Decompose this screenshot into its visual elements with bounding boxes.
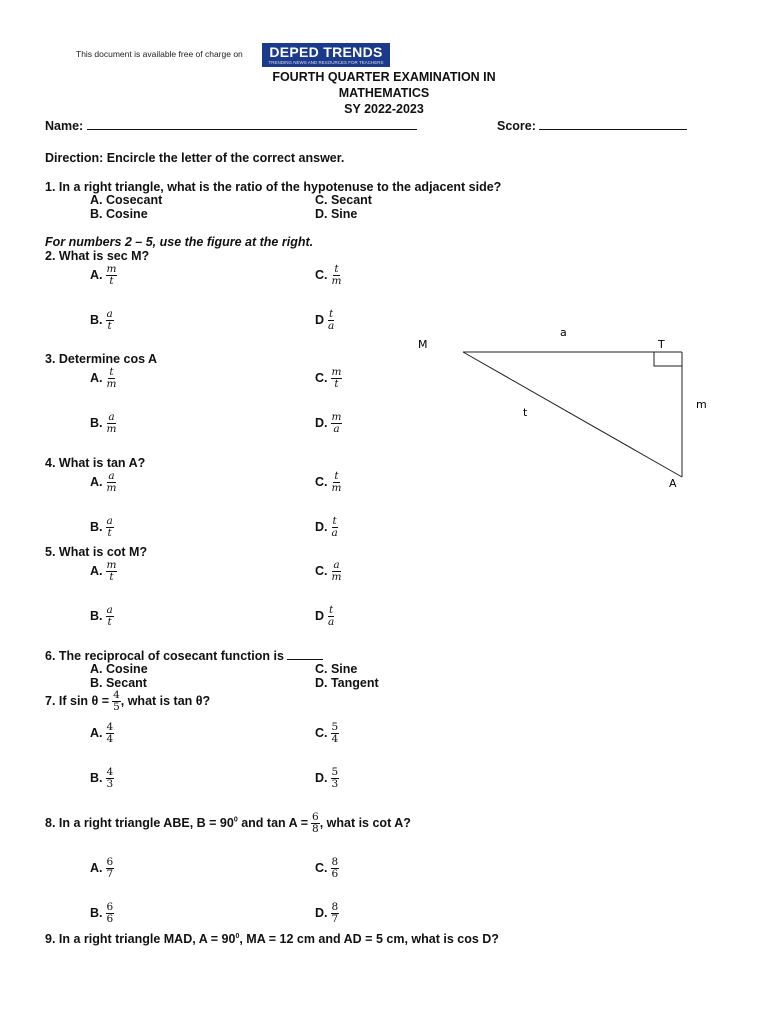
q2-option-c [315,264,342,287]
q4-c-fraction [331,471,343,494]
q6-answer-blank [287,649,323,660]
logo-text: DEPED TRENDS [269,44,383,60]
q7-d-letter: D. [315,770,328,785]
q6-option-a: A. Cosine [90,662,148,676]
name-field [45,119,417,133]
q3-a-fraction [106,367,118,390]
q8-a-fraction [106,857,115,880]
question-2-stem: 2. What is sec M? [45,249,150,263]
q5-b-denominator: t [107,616,112,628]
q2-option-a [90,264,117,287]
q7-d-fraction [331,767,340,790]
score-label: Score: [497,119,536,133]
q2-d-fraction [327,309,335,332]
q3-b-numerator: a [108,411,115,423]
side-m-label: m [696,398,707,411]
q4-a-fraction [106,471,118,494]
q8-option-a [90,857,114,880]
q3-c-letter: C. [315,370,328,385]
q5-d-letter: D [315,608,325,623]
question-3-stem: 3. Determine cos A [45,352,158,366]
q7-c-denominator: 4 [331,733,339,745]
q5-d-numerator: t [329,604,334,616]
q4-c-denominator: m [331,482,342,494]
q8-stem-numerator: 6 [312,811,319,823]
q3-b-letter: B. [90,415,103,430]
q7-stem-post: , what is tan θ? [120,693,211,708]
exam-title-line1: FOURTH QUARTER EXAMINATION IN [272,70,496,84]
q4-d-numerator: t [332,515,337,527]
q5-option-a [90,560,117,583]
q7-b-numerator: 4 [106,766,114,778]
q8-b-numerator: 6 [106,901,114,913]
q9-stem-pre: 9. In a right triangle MAD, A = 90 [45,932,236,946]
side-t-label: t [523,406,528,419]
score-field [497,119,687,133]
q8-d-letter: D. [315,905,328,920]
q8-stem-pre: 8. In a right triangle ABE, B = 90 [45,815,234,830]
exam-title-line3: SY 2022-2023 [344,102,424,116]
q8-c-numerator: 8 [331,856,339,868]
q4-a-denominator: m [106,482,117,494]
q5-a-numerator: m [106,559,117,571]
q2-c-fraction [331,264,343,287]
q4-b-numerator: a [106,515,113,527]
q7-c-fraction [331,722,340,745]
q8-option-b [90,902,114,925]
q3-a-numerator: t [109,366,114,378]
q1-option-d: D. Sine [315,207,358,221]
q3-d-letter: D. [315,415,328,430]
q2-d-letter: D [315,312,325,327]
question-6-stem [45,649,323,663]
q8-b-letter: B. [90,905,103,920]
right-angle-marker [654,352,682,366]
question-8-stem [45,812,411,835]
q7-b-fraction [106,767,115,790]
q2-b-denominator: t [107,320,112,332]
q2-b-fraction [106,309,114,332]
q7-c-numerator: 5 [331,721,339,733]
q7-option-a [90,722,114,745]
q3-d-denominator: a [333,423,340,435]
q3-option-c [315,367,342,390]
q3-d-numerator: m [331,411,342,423]
q5-option-d [315,605,335,628]
exam-title-line2: MATHEMATICS [338,86,430,100]
q7-c-letter: C. [315,725,328,740]
q2-a-letter: A. [90,267,103,282]
q3-b-fraction [106,412,118,435]
q7-option-c [315,722,339,745]
q2-c-letter: C. [315,267,328,282]
q8-c-denominator: 6 [331,868,339,880]
q4-option-b [90,516,114,539]
q2-b-numerator: a [106,308,113,320]
q5-a-denominator: t [109,571,114,583]
q7-a-denominator: 4 [106,733,114,745]
q5-c-denominator: m [331,571,342,583]
q8-c-fraction [331,857,340,880]
q2-option-b [90,309,114,332]
logo-tagline: TRENDING NEWS AND RESOURCES FOR TEACHERS [268,60,384,65]
q7-a-fraction [106,722,115,745]
q4-option-c [315,471,342,494]
question-5-stem: 5. What is cot M? [45,545,148,559]
q5-c-fraction [331,560,343,583]
side-t-hypotenuse [463,352,682,477]
vertex-m-label: M [418,338,428,351]
q7-a-letter: A. [90,725,103,740]
q7-b-letter: B. [90,770,103,785]
q7-stem-numerator: 4 [113,689,120,701]
q5-b-numerator: a [106,604,113,616]
q2-a-denominator: t [109,275,114,287]
q4-b-fraction [106,516,114,539]
q2-c-denominator: m [331,275,342,287]
question-7-stem [45,690,210,713]
q4-option-a [90,471,117,494]
q7-stem-pre: 7. If sin θ = [45,693,110,708]
q8-stem-mid: and tan A = [237,815,308,830]
name-blank-line [87,119,417,130]
q8-d-numerator: 8 [331,901,339,913]
q7-stem-denominator: 5 [113,701,120,713]
q5-a-letter: A. [90,563,103,578]
q3-c-denominator: t [334,378,339,390]
q3-a-denominator: m [106,378,117,390]
q5-b-fraction [106,605,114,628]
q3-c-numerator: m [331,366,342,378]
q7-option-d [315,767,339,790]
q2-a-fraction [106,264,118,287]
q4-c-letter: C. [315,474,328,489]
q7-a-numerator: 4 [106,721,114,733]
q6-option-d: D. Tangent [315,676,379,690]
q3-option-a [90,367,117,390]
q8-option-c [315,857,339,880]
direction-text: Direction: Encircle the letter of the correct answer. [45,151,345,165]
q2-d-numerator: t [329,308,334,320]
right-triangle-figure [400,320,730,500]
q4-d-denominator: a [331,527,338,539]
q4-c-numerator: t [334,470,339,482]
q1-option-b: B. Cosine [90,207,148,221]
q3-a-letter: A. [90,370,103,385]
q6-option-c: C. Sine [315,662,358,676]
q2-b-letter: B. [90,312,103,327]
question-4-stem: 4. What is tan A? [45,456,146,470]
q8-a-numerator: 6 [106,856,114,868]
q8-b-fraction [106,902,115,925]
q2-c-numerator: t [334,263,339,275]
q6-stem-text: 6. The reciprocal of cosecant function is [45,649,284,663]
side-a-label: a [560,326,567,339]
q8-option-d [315,902,339,925]
q3-option-d [315,412,342,435]
q4-d-fraction [331,516,339,539]
q3-b-denominator: m [106,423,117,435]
q8-d-fraction [331,902,340,925]
source-note: This document is available free of charge on [76,49,243,59]
q7-d-numerator: 5 [331,766,339,778]
q7-stem-fraction [112,690,121,713]
q6-option-b: B. Secant [90,676,147,690]
q5-d-denominator: a [328,616,335,628]
q8-a-denominator: 7 [106,868,114,880]
q5-c-letter: C. [315,563,328,578]
q8-a-letter: A. [90,860,103,875]
vertex-t-label: T [658,338,665,351]
deped-trends-logo [262,43,390,67]
q9-degree-sup: 0 [235,932,240,940]
q5-d-fraction [327,605,335,628]
q2-option-d [315,309,335,332]
q4-a-numerator: a [108,470,115,482]
q5-b-letter: B. [90,608,103,623]
q5-option-b [90,605,114,628]
q4-option-d [315,516,339,539]
q5-c-numerator: a [333,559,340,571]
q4-d-letter: D. [315,519,328,534]
q2-a-numerator: m [106,263,117,275]
name-label: Name: [45,119,84,133]
q5-option-c [315,560,342,583]
question-9-stem [45,932,499,946]
q1-option-c: C. Secant [315,193,372,207]
q8-stem-fraction [311,812,320,835]
q2-d-denominator: a [328,320,335,332]
q9-stem-post: , MA = 12 cm and AD = 5 cm, what is cos D? [239,932,499,946]
score-blank-line [539,119,687,130]
q4-b-letter: B. [90,519,103,534]
q8-stem-post: , what is cot A? [319,815,411,830]
figure-instruction: For numbers 2 – 5, use the figure at the right. [45,235,314,249]
q8-stem-denominator: 8 [312,823,319,835]
q5-a-fraction [106,560,118,583]
q1-option-a: A. Cosecant [90,193,163,207]
q7-d-denominator: 3 [331,778,339,790]
q8-b-denominator: 6 [106,913,114,925]
q3-d-fraction [331,412,343,435]
q8-degree-sup: 0 [233,816,238,824]
q3-option-b [90,412,117,435]
q4-b-denominator: t [107,527,112,539]
q4-a-letter: A. [90,474,103,489]
q8-d-denominator: 7 [331,913,339,925]
q7-b-denominator: 3 [106,778,114,790]
q8-c-letter: C. [315,860,328,875]
question-1-stem: 1. In a right triangle, what is the ratio of the hypotenuse to the adjacent side? [45,180,502,194]
q7-option-b [90,767,114,790]
vertex-a-label: A [669,477,677,490]
q3-c-fraction [331,367,343,390]
